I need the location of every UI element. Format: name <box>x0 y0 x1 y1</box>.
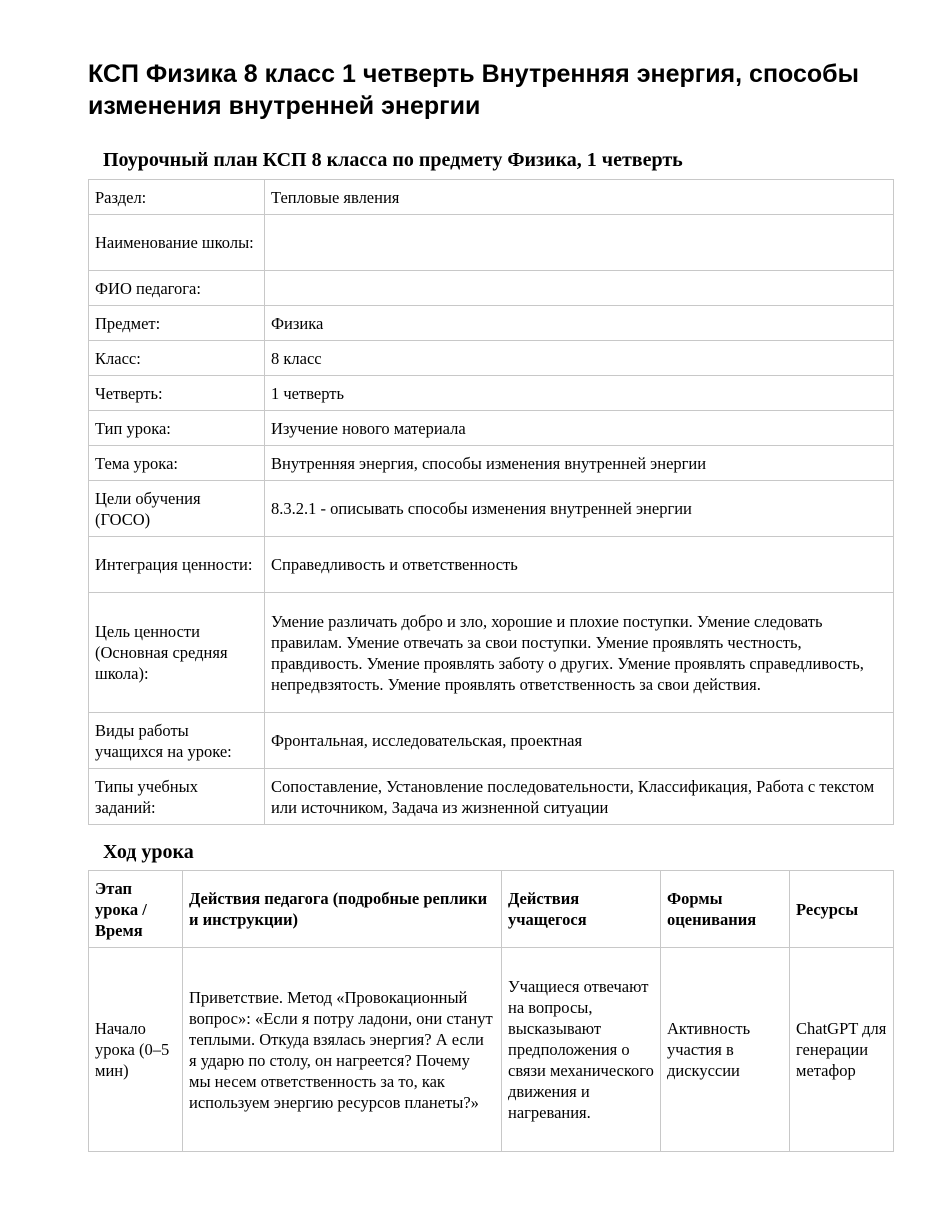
row-value <box>265 271 894 306</box>
row-value: Сопоставление, Установление последовательности, Классификация, Работа с текстом или источником, Задача из жизненной ситуации <box>265 769 894 825</box>
table-row <box>89 306 894 341</box>
row-label: Раздел: <box>89 180 265 215</box>
row-value: Умение различать добро и зло, хорошие и плохие поступки. Умение следовать правилам. Умение отвечать за свои поступки. Умение проявлять честность, правдивость. Умение проявлять заботу о других. Умение проявлять справедливость, непредвзятость. Умение проявлять ответственность за свои действия. <box>265 593 894 713</box>
table-row <box>89 446 894 481</box>
header-assessment: Формы оценивания <box>661 871 790 948</box>
header-teacher-actions: Действия педагога (подробные реплики и инструкции) <box>183 871 502 948</box>
row-label: Типы учебных заданий: <box>89 769 265 825</box>
lesson-plan-table <box>88 179 894 825</box>
document-title: КСП Физика 8 класс 1 четверть Внутренняя энергия, способы изменения внутренней энергии <box>88 60 859 120</box>
row-value: Внутренняя энергия, способы изменения внутренней энергии <box>265 446 894 481</box>
row-value: 8.3.2.1 - описывать способы изменения внутренней энергии <box>265 481 894 537</box>
row-value <box>265 215 894 271</box>
header-stage: Этап урока / Время <box>89 871 183 948</box>
plan-heading: Поурочный план КСП 8 класса по предмету Физика, 1 четверть <box>103 149 683 171</box>
header-resources: Ресурсы <box>790 871 894 948</box>
lesson-course-heading: Ход урока <box>103 841 194 863</box>
table-row <box>89 215 894 271</box>
row-value: Изучение нового материала <box>265 411 894 446</box>
row-label: Четверть: <box>89 376 265 411</box>
student-actions-cell: Учащиеся отвечают на вопросы, высказывают предположения о связи механического движения и нагревания. <box>502 948 661 1152</box>
lesson-course-table <box>88 870 894 1152</box>
table-row <box>89 537 894 593</box>
stage-cell: Начало урока (0–5 мин) <box>89 948 183 1152</box>
table-row <box>89 341 894 376</box>
row-label: Класс: <box>89 341 265 376</box>
row-label: Наименование школы: <box>89 215 265 271</box>
row-value: 1 четверть <box>265 376 894 411</box>
table-row <box>89 713 894 769</box>
row-label: Интеграция ценности: <box>89 537 265 593</box>
row-label: Тип урока: <box>89 411 265 446</box>
table-row <box>89 769 894 825</box>
teacher-actions-cell: Приветствие. Метод «Провокационный вопрос»: «Если я потру ладони, они станут теплыми. Откуда взялась энергия? А если я ударю по столу, он нагреется? Почему мы несем ответственность за то, как используем энергию ресурсов планеты?» <box>183 948 502 1152</box>
row-label: ФИО педагога: <box>89 271 265 306</box>
row-label: Тема урока: <box>89 446 265 481</box>
table-row <box>89 411 894 446</box>
row-label: Предмет: <box>89 306 265 341</box>
table-row <box>89 481 894 537</box>
table-row <box>89 593 894 713</box>
table-row <box>89 271 894 306</box>
row-value: Справедливость и ответственность <box>265 537 894 593</box>
resources-cell: ChatGPT для генерации метафор <box>790 948 894 1152</box>
header-student-actions: Действия учащегося <box>502 871 661 948</box>
row-value: Физика <box>265 306 894 341</box>
row-value: Тепловые явления <box>265 180 894 215</box>
table-row <box>89 948 894 1152</box>
table-header-row <box>89 871 894 948</box>
assessment-cell: Активность участия в дискуссии <box>661 948 790 1152</box>
row-value: Фронтальная, исследовательская, проектная <box>265 713 894 769</box>
row-label: Цель ценности (Основная средняя школа): <box>89 593 265 713</box>
row-label: Цели обучения (ГОСО) <box>89 481 265 537</box>
table-row <box>89 180 894 215</box>
row-label: Виды работы учащихся на уроке: <box>89 713 265 769</box>
row-value: 8 класс <box>265 341 894 376</box>
table-row <box>89 376 894 411</box>
